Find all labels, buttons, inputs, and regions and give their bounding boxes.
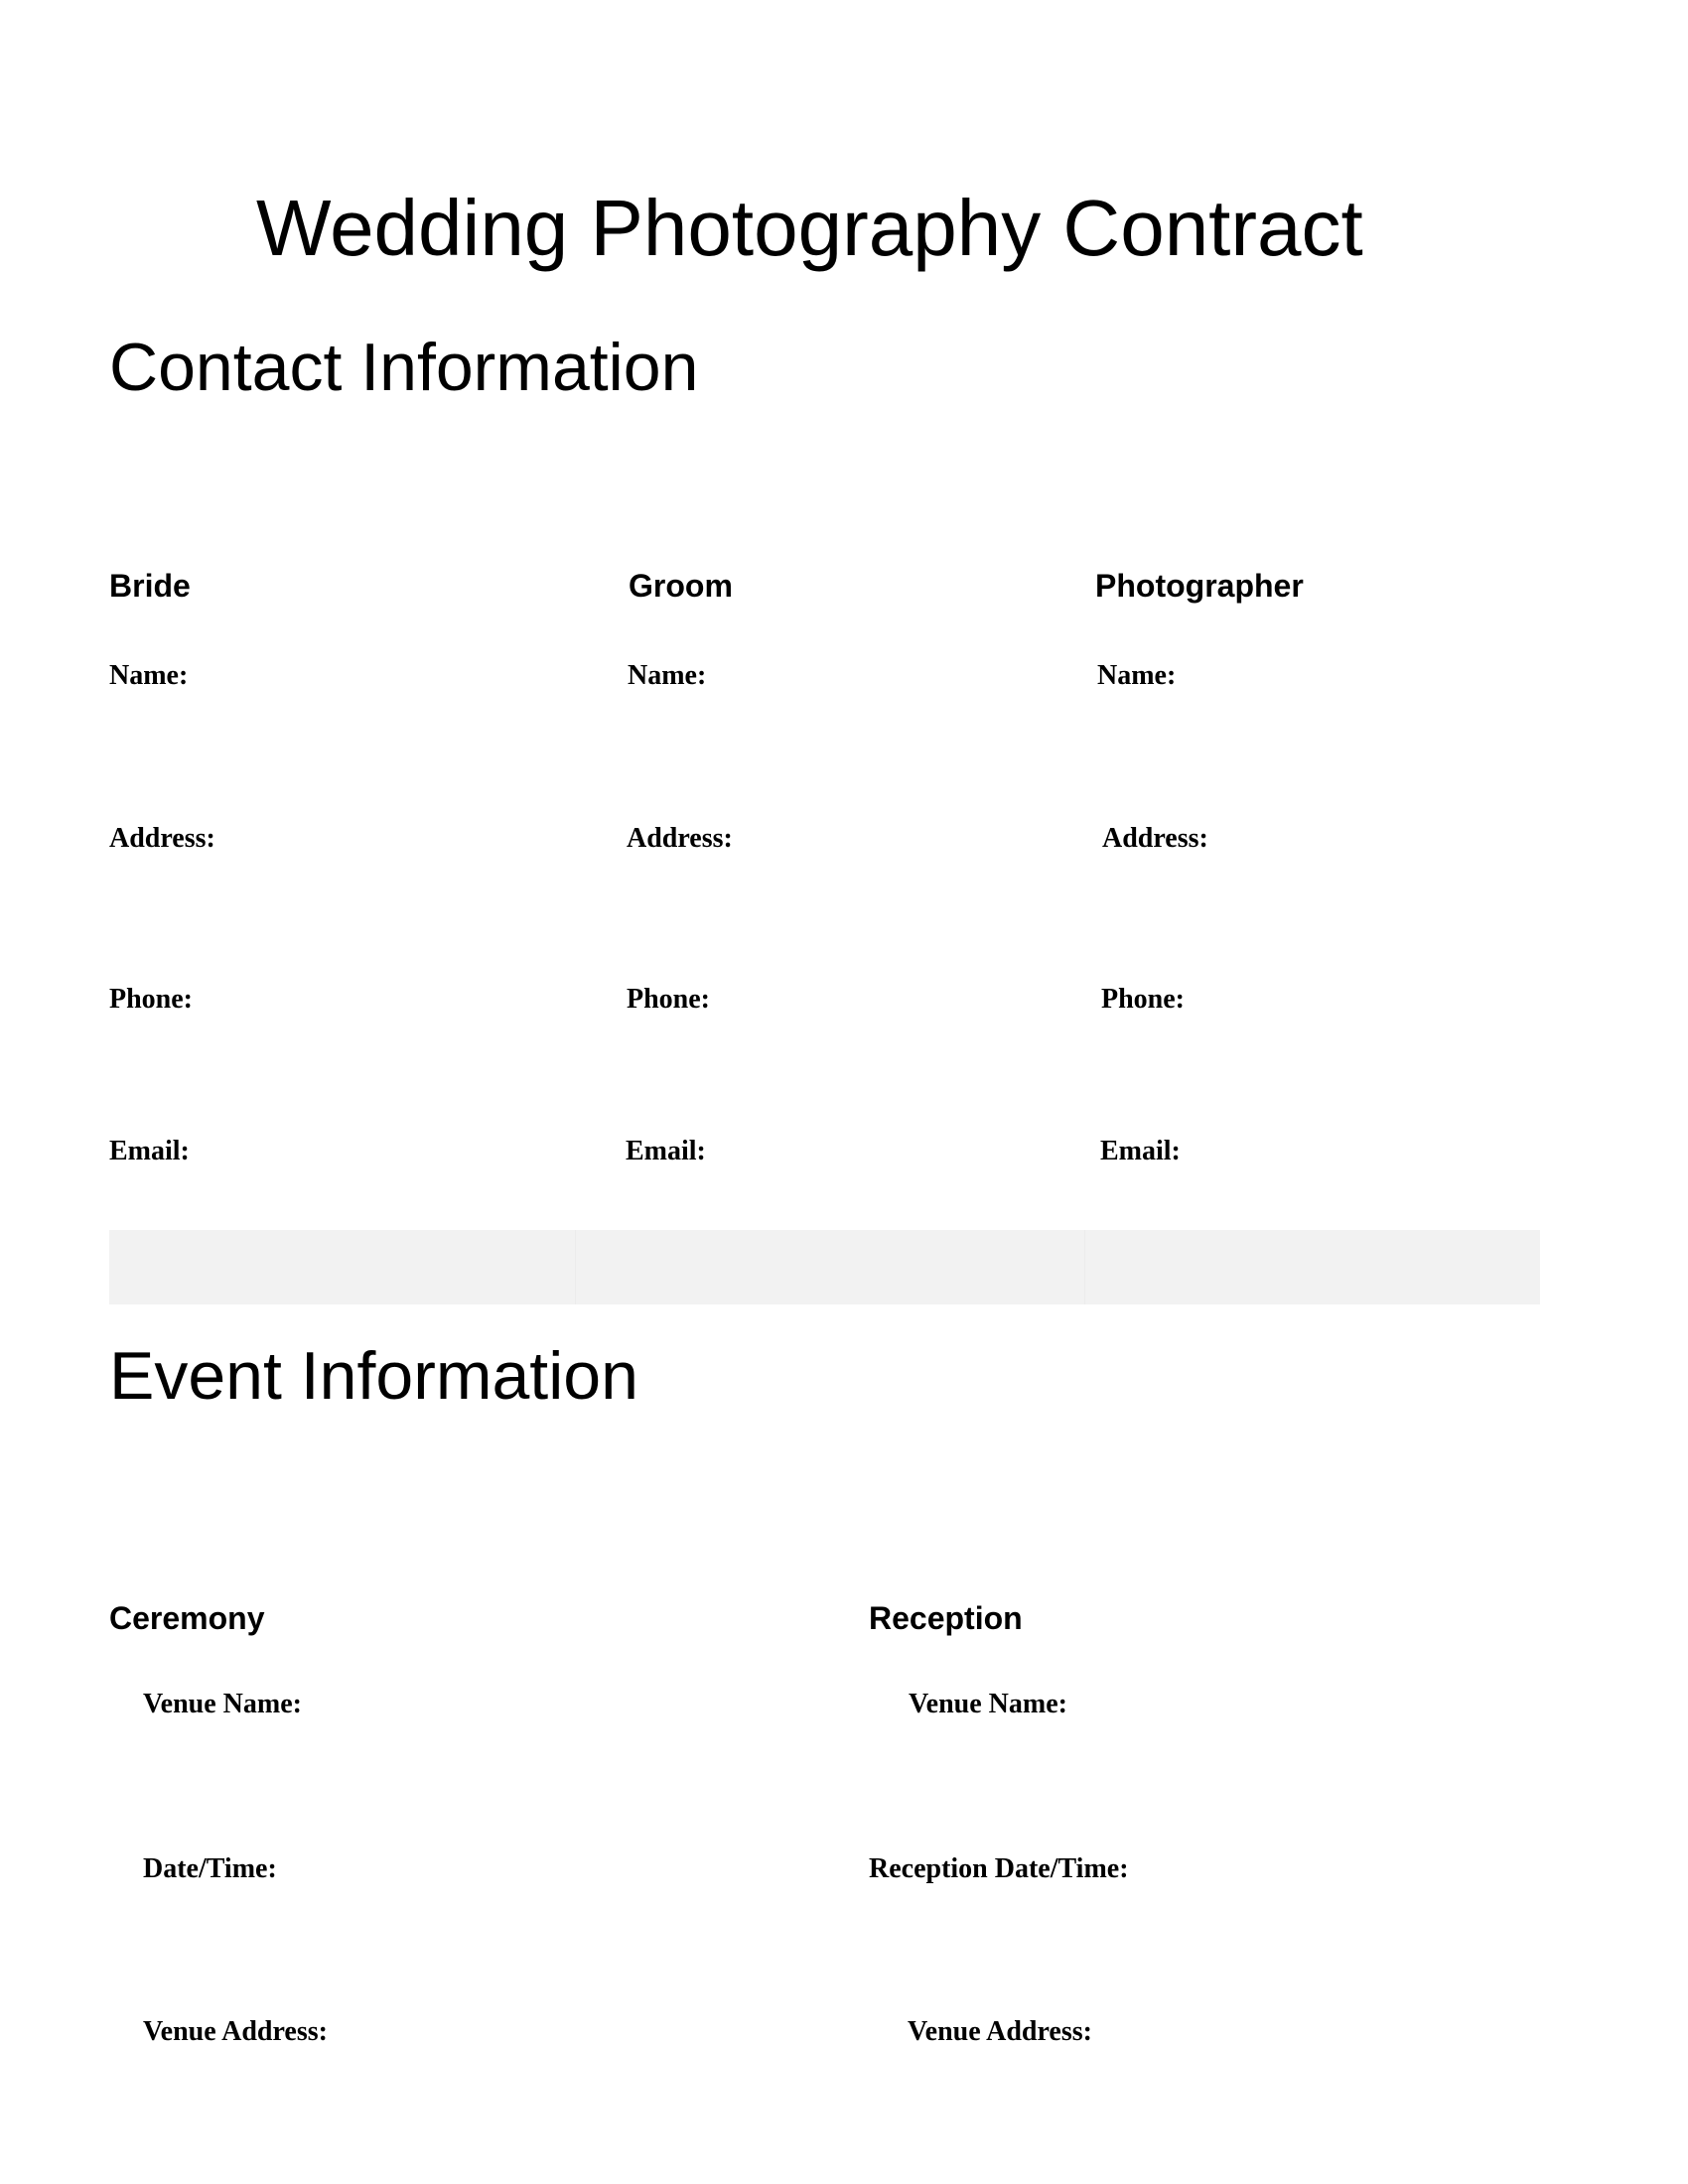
footer-cell-groom bbox=[575, 1230, 1084, 1304]
footer-cell-photographer bbox=[1084, 1230, 1540, 1304]
photographer-phone-label: Phone: bbox=[1101, 984, 1185, 1015]
groom-name-label: Name: bbox=[628, 660, 707, 691]
ceremony-venue-address-label: Venue Address: bbox=[143, 2016, 328, 2047]
reception-venue-name-label: Venue Name: bbox=[909, 1689, 1067, 1719]
bride-address-label: Address: bbox=[109, 823, 215, 854]
ceremony-venue-name-label: Venue Name: bbox=[143, 1689, 302, 1719]
reception-venue-address-label: Venue Address: bbox=[908, 2016, 1092, 2047]
document-title: Wedding Photography Contract bbox=[256, 184, 1363, 272]
photographer-email-label: Email: bbox=[1100, 1136, 1181, 1166]
ceremony-heading: Ceremony bbox=[109, 1600, 265, 1636]
event-section-heading: Event Information bbox=[109, 1338, 638, 1414]
reception-heading: Reception bbox=[869, 1600, 1023, 1636]
bride-name-label: Name: bbox=[109, 660, 189, 691]
photographer-heading: Photographer bbox=[1095, 568, 1304, 604]
bride-heading: Bride bbox=[109, 568, 191, 604]
ceremony-datetime-label: Date/Time: bbox=[143, 1853, 277, 1884]
bride-phone-label: Phone: bbox=[109, 984, 193, 1015]
groom-phone-label: Phone: bbox=[627, 984, 710, 1015]
photographer-address-label: Address: bbox=[1102, 823, 1208, 854]
contact-table-footer-row bbox=[109, 1230, 1540, 1304]
footer-cell-bride bbox=[109, 1230, 575, 1304]
groom-email-label: Email: bbox=[626, 1136, 706, 1166]
groom-heading: Groom bbox=[629, 568, 733, 604]
photographer-name-label: Name: bbox=[1097, 660, 1177, 691]
reception-datetime-label: Reception Date/Time: bbox=[869, 1853, 1129, 1884]
groom-address-label: Address: bbox=[627, 823, 733, 854]
bride-email-label: Email: bbox=[109, 1136, 190, 1166]
contact-section-heading: Contact Information bbox=[109, 330, 699, 405]
